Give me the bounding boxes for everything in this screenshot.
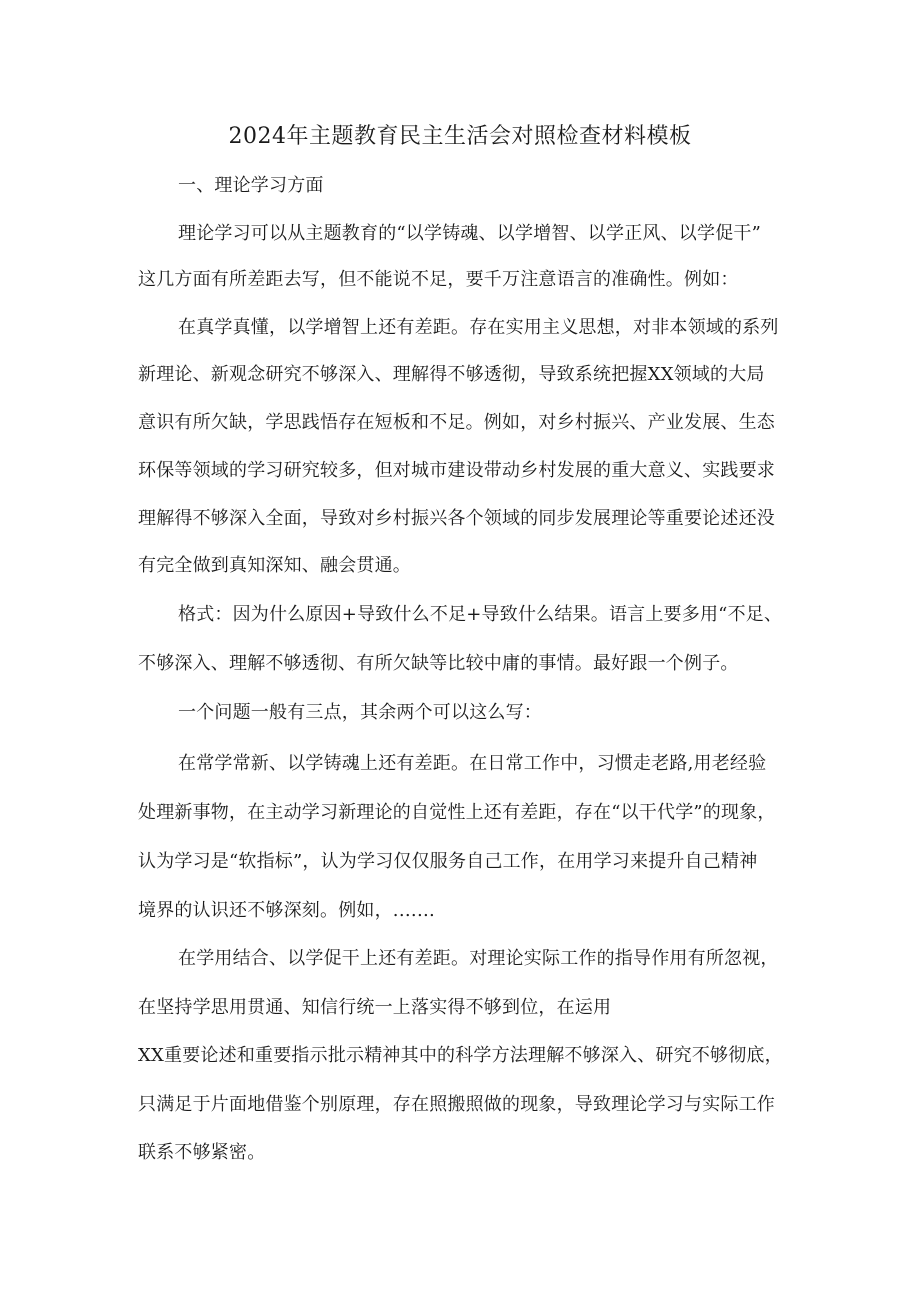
paragraph-line: 有完全做到真知深知、融会贯通。 <box>138 555 411 576</box>
paragraph-line: 处理新事物，在主动学习新理论的自觉性上还有差距，存在“以干代学”的现象， <box>138 802 776 823</box>
paragraph-line: 在真学真懂，以学增智上还有差距。存在实用主义思想，对非本领域的系列 <box>178 317 779 338</box>
paragraph-line: 只满足于片面地借鉴个别原理，存在照搬照做的现象，导致理论学习与实际工作 <box>138 1094 775 1115</box>
paragraph-line: 新理论、新观念研究不够深入、理解得不够透彻，导致系统把握XX领域的大局 <box>138 364 765 385</box>
paragraph-line: 在学用结合、以学促干上还有差距。对理论实际工作的指导作用有所忽视， <box>178 948 779 969</box>
paragraph-line: 认为学习是“软指标”，认为学习仅仅服务自己工作，在用学习来提升自己精神 <box>138 851 758 872</box>
paragraph-line: 意识有所欠缺，学思践悟存在短板和不足。例如，对乡村振兴、产业发展、生态 <box>138 412 775 433</box>
document-title: 2024年主题教育民主生活会对照检查材料模板 <box>228 124 692 149</box>
paragraph-line: 理论学习可以从主题教育的“以学铸魂、以学增智、以学正风、以学促干” <box>178 223 762 244</box>
paragraph-line: 理解得不够深入全面，导致对乡村振兴各个领域的同步发展理论等重要论述还没 <box>138 508 775 529</box>
paragraph-line: 联系不够紧密。 <box>138 1142 266 1163</box>
paragraph-line: 境界的认识还不够深刻。例如，.…… <box>138 900 436 921</box>
paragraph-line: 一个问题一般有三点，其余两个可以这么写： <box>178 702 542 723</box>
paragraph-line: 在常学常新、以学铸魂上还有差距。在日常工作中，习惯走老路,用老经验 <box>178 753 767 774</box>
paragraph-line: 不够深入、理解不够透彻、有所欠缺等比较中庸的事情。最好跟一个例子。 <box>138 653 739 674</box>
paragraph-line: 格式：因为什么原因+导致什么不足+导致什么结果。语言上要多用“不足、 <box>178 604 783 625</box>
paragraph-line: XX重要论述和重要指示批示精神其中的科学方法理解不够深入、研究不够彻底， <box>138 1045 783 1066</box>
paragraph-line: 这几方面有所差距去写，但不能说不足，要千万注意语言的准确性。例如： <box>138 269 739 290</box>
section-heading: 一、理论学习方面 <box>178 175 324 196</box>
paragraph-line: 环保等领域的学习研究较多，但对城市建设带动乡村发展的重大意义、实践要求 <box>138 460 775 481</box>
paragraph-line: 在坚持学思用贯通、知信行统一上落实得不够到位，在运用 <box>138 997 612 1018</box>
